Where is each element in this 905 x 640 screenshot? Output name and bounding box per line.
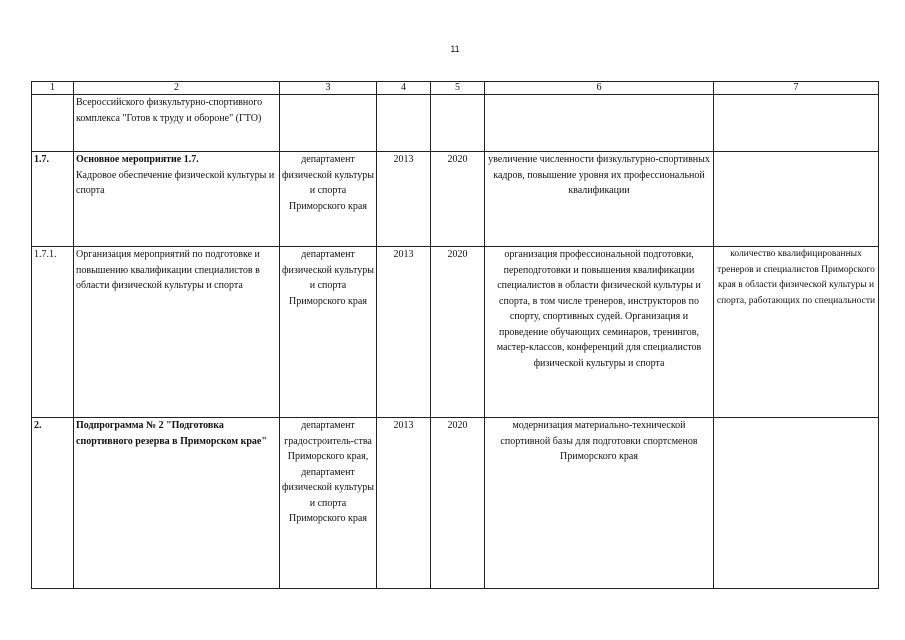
row-number-cell: 2. [32,418,74,589]
activity-name-cell: Организация мероприятий по подготовке и повышению квалификации специалистов в области физической культуры и спорта [74,247,280,418]
indicator-cell [714,95,879,152]
indicator-cell [714,418,879,589]
executor-cell: департамент физической культуры и спорта Приморского края [280,152,377,247]
table-row [32,247,879,418]
row-number-cell: 1.7.1. [32,247,74,418]
indicator-cell: количество квалифицированных тренеров и специалистов Приморского края в области физической культуры и спорта, работающих по специальности [714,247,879,418]
activity-name-cell: Всероссийского физкультурно-спортивного комплекса "Готов к труду и обороне" (ГТО) [74,95,280,152]
header-cell: 6 [485,82,714,95]
header-cell: 3 [280,82,377,95]
executor-cell: департамент физической культуры и спорта Приморского края [280,247,377,418]
start-year-cell: 2013 [377,247,431,418]
header-cell: 5 [431,82,485,95]
table-row [32,152,879,247]
indicator-cell [714,152,879,247]
activity-description: Кадровое обеспечение физической культуры и спорта [76,169,275,196]
column-number-row [32,82,879,95]
end-year-cell: 2020 [431,247,485,418]
table-row [32,418,879,589]
header-cell: 1 [32,82,74,95]
row-number-cell: 1.7. [32,152,74,247]
executor-cell: департамент градостроитель-ства Приморского края, департамент физической культуры и спорта Приморского края [280,418,377,589]
end-year-cell: 2020 [431,152,485,247]
row-number-cell [32,95,74,152]
header-cell: 4 [377,82,431,95]
end-year-cell: 2020 [431,418,485,589]
page-number: 11 [450,44,460,54]
start-year-cell: 2013 [377,152,431,247]
table-row [32,95,879,152]
result-cell: организация профессиональной подготовки, переподготовки и повышения квалификации специалистов в области физической культуры и спорта, в том числе тренеров, инструкторов по спорту, спортивных судей. Организация и проведение обучающих семинаров, тренингов, мастер-классов, конференций для специалистов физической культуры и спорта [485,247,714,418]
start-year-cell [377,95,431,152]
result-cell: модернизация материально-технической спортивной базы для подготовки спортсменов Приморского края [485,418,714,589]
executor-cell [280,95,377,152]
activity-name-cell: Подпрограмма № 2 "Подготовка спортивного резерва в Приморском крае" [74,418,280,589]
program-table [31,81,879,589]
header-cell: 2 [74,82,280,95]
header-cell: 7 [714,82,879,95]
activity-name-cell [74,152,280,247]
activity-title: Основное мероприятие 1.7. [76,154,199,165]
end-year-cell [431,95,485,152]
start-year-cell: 2013 [377,418,431,589]
result-cell [485,95,714,152]
result-cell: увеличение численности физкультурно-спортивных кадров, повышение уровня их профессиональной квалификации [485,152,714,247]
